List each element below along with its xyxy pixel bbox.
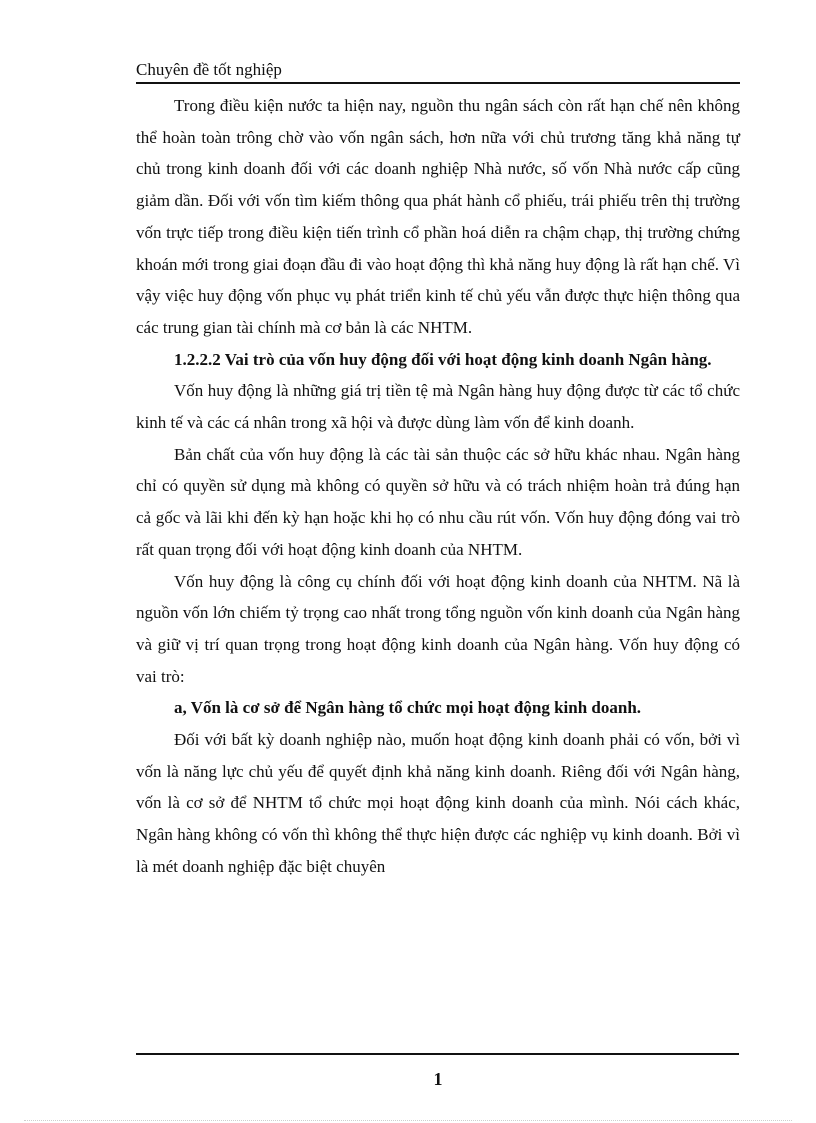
page-header [136, 58, 740, 84]
paragraph-mobilized-capital-nature: Bản chất của vốn huy động là các tài sản thuộc các sở hữu khác nhau. Ngân hàng chỉ có quyền sử dụng mà không có quyền sở hữu và có trách nhiệm hoàn trả đúng hạn cả gốc và lãi khi đến kỳ hạn hoặc khi họ có nhu cầu rút vốn. Vốn huy động đóng vai trò rất quan trọng đối với hoạt động kinh doanh của NHTM. [136, 444, 740, 559]
paragraph-capital-sources: Trong điều kiện nước ta hiện nay, nguồn thu ngân sách còn rất hạn chế nên không thể hoàn toàn trông chờ vào vốn ngân sách, hơn nữa với chủ trương tăng khả năng tự chủ trong kinh doanh đối với các doanh nghiệp Nhà nước, số vốn Nhà nước cấp cũng giảm dần. Đối với vốn tìm kiếm thông qua phát hành cổ phiếu, trái phiếu trên thị trường vốn trực tiếp trong điều kiện tiến trình cổ phần hoá diễn ra chậm chạp, thị trường chứng khoán mới trong giai đoạn đầu đi vào hoạt động thì khả năng huy động là rất hạn chế. Vì vậy việc huy động vốn phục vụ phát triển kinh tế chủ yếu vẫn được thực hiện thông qua các trung gian tài chính mà cơ bản là các NHTM. [136, 96, 740, 337]
section-heading-1-2-2-2: 1.2.2.2 Vai trò của vốn huy động đối với hoạt động kinh doanh Ngân hàng. [174, 349, 712, 369]
document-body [136, 90, 740, 883]
page-bottom-edge [24, 1120, 792, 1121]
paragraph-mobilized-capital-definition: Vốn huy động là những giá trị tiền tệ mà Ngân hàng huy động được từ các tổ chức kinh tế và các cá nhân trong xã hội và được dùng làm vốn để kinh doanh. [136, 381, 740, 433]
footer-divider [136, 1053, 739, 1055]
paragraph-capital-basis: Đối với bất kỳ doanh nghiệp nào, muốn hoạt động kinh doanh phải có vốn, bởi vì vốn là năng lực chủ yếu để quyết định khả năng kinh doanh. Riêng đối với Ngân hàng, vốn là cơ sở để NHTM tổ chức mọi hoạt động kinh doanh của mình. Nói cách khác, Ngân hàng không có vốn thì không thể thực hiện được các nghiệp vụ kinh doanh. Bởi vì là mét doanh nghiệp đặc biệt chuyên [136, 730, 740, 876]
paragraph-mobilized-capital-tool: Vốn huy động là công cụ chính đối với hoạt động kinh doanh của NHTM. Nã là nguồn vốn lớn chiếm tỷ trọng cao nhất trong tổng nguồn vốn kinh doanh của Ngân hàng và giữ vị trí quan trọng trong hoạt động kinh doanh của Ngân hàng. Vốn huy động có vai trò: [136, 571, 740, 686]
page-number: 1 [433, 1069, 443, 1089]
header-title: Chuyên đề tốt nghiệp [136, 60, 282, 79]
subheading-a: a, Vốn là cơ sở để Ngân hàng tổ chức mọi hoạt động kinh doanh. [174, 698, 642, 718]
